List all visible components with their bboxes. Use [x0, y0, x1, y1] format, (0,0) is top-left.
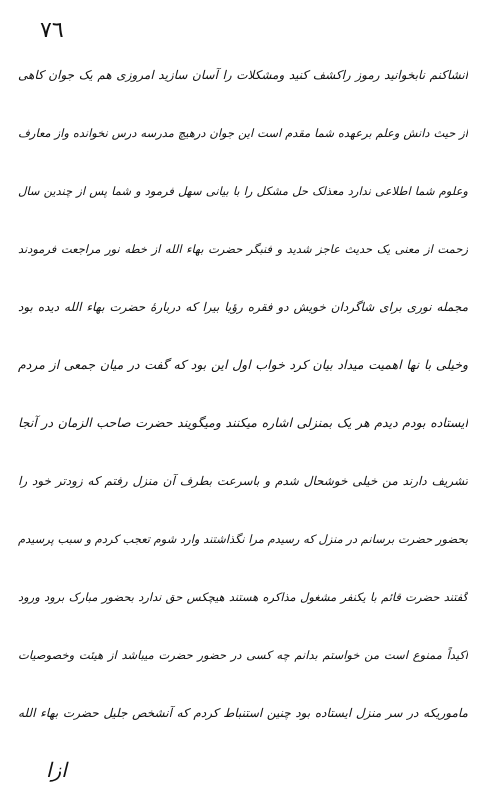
catchword: ازا: [46, 758, 67, 782]
text-line: از حیث دانش وعلم برعهده شما مقدم است این جوان درهیچ مدرسه درس نخوانده واز معارف: [18, 126, 468, 140]
text-line: وخیلی با نها اهمیت میداد بیان کرد خواب اول این بود که گفت در میان جمعی از مردم: [18, 357, 468, 372]
text-line: زحمت از معنی یک حدیث عاجز شدید و فنبگر حضرت بهاء الله از خطه نور مراجعت فرمودند: [18, 242, 468, 256]
text-line: اکیداً ممنوع است من خواستم بدانم چه کسی در حضور حضرت میباشد از هیئت وخصوصیات: [18, 648, 468, 662]
text-line: تشریف دارند من خیلی خوشحال شدم و باسرعت بطرف آن منزل رفتم که زودتر خود را: [18, 474, 468, 488]
text-line: مجمله نوری برای شاگردان خویش دو فقره رؤیا بیرا که دربارهٔ حضرت بهاء الله دیده بود: [18, 300, 468, 314]
text-line: ماموریکه در سر منزل ایستاده بود چنین استنباط کردم که آنشخص جلیل حضرت بهاء الله: [18, 706, 468, 720]
text-line: گفتند حضرت قائم با یکنفر مشغول مذاکره هستند هیچکس حق ندارد بحضور مبارک برود ورود: [18, 590, 468, 604]
page-number: ٧٦: [40, 18, 64, 43]
text-body: [18, 52, 468, 748]
text-line: ایستاده بودم دیدم هر یک بمنزلی اشاره میکنند ومیگویند حضرت صاحب الزمان در آنجا: [18, 415, 468, 430]
text-line: انشاکنم نابخوانید رموز راکشف کنید ومشکلات را آسان سازید امروزی هم یک جوان کاهی: [18, 68, 468, 82]
text-line: وعلوم شما اطلاعی ندارد معذلک حل مشکل را با بیانی سهل فرمود و شما پس از چندین سال: [18, 184, 468, 198]
text-line: بحضور حضرت برسانم در منزل که رسیدم مرا نگذاشتند وارد شوم تعجب کردم و سبب پرسیدم: [18, 532, 468, 546]
